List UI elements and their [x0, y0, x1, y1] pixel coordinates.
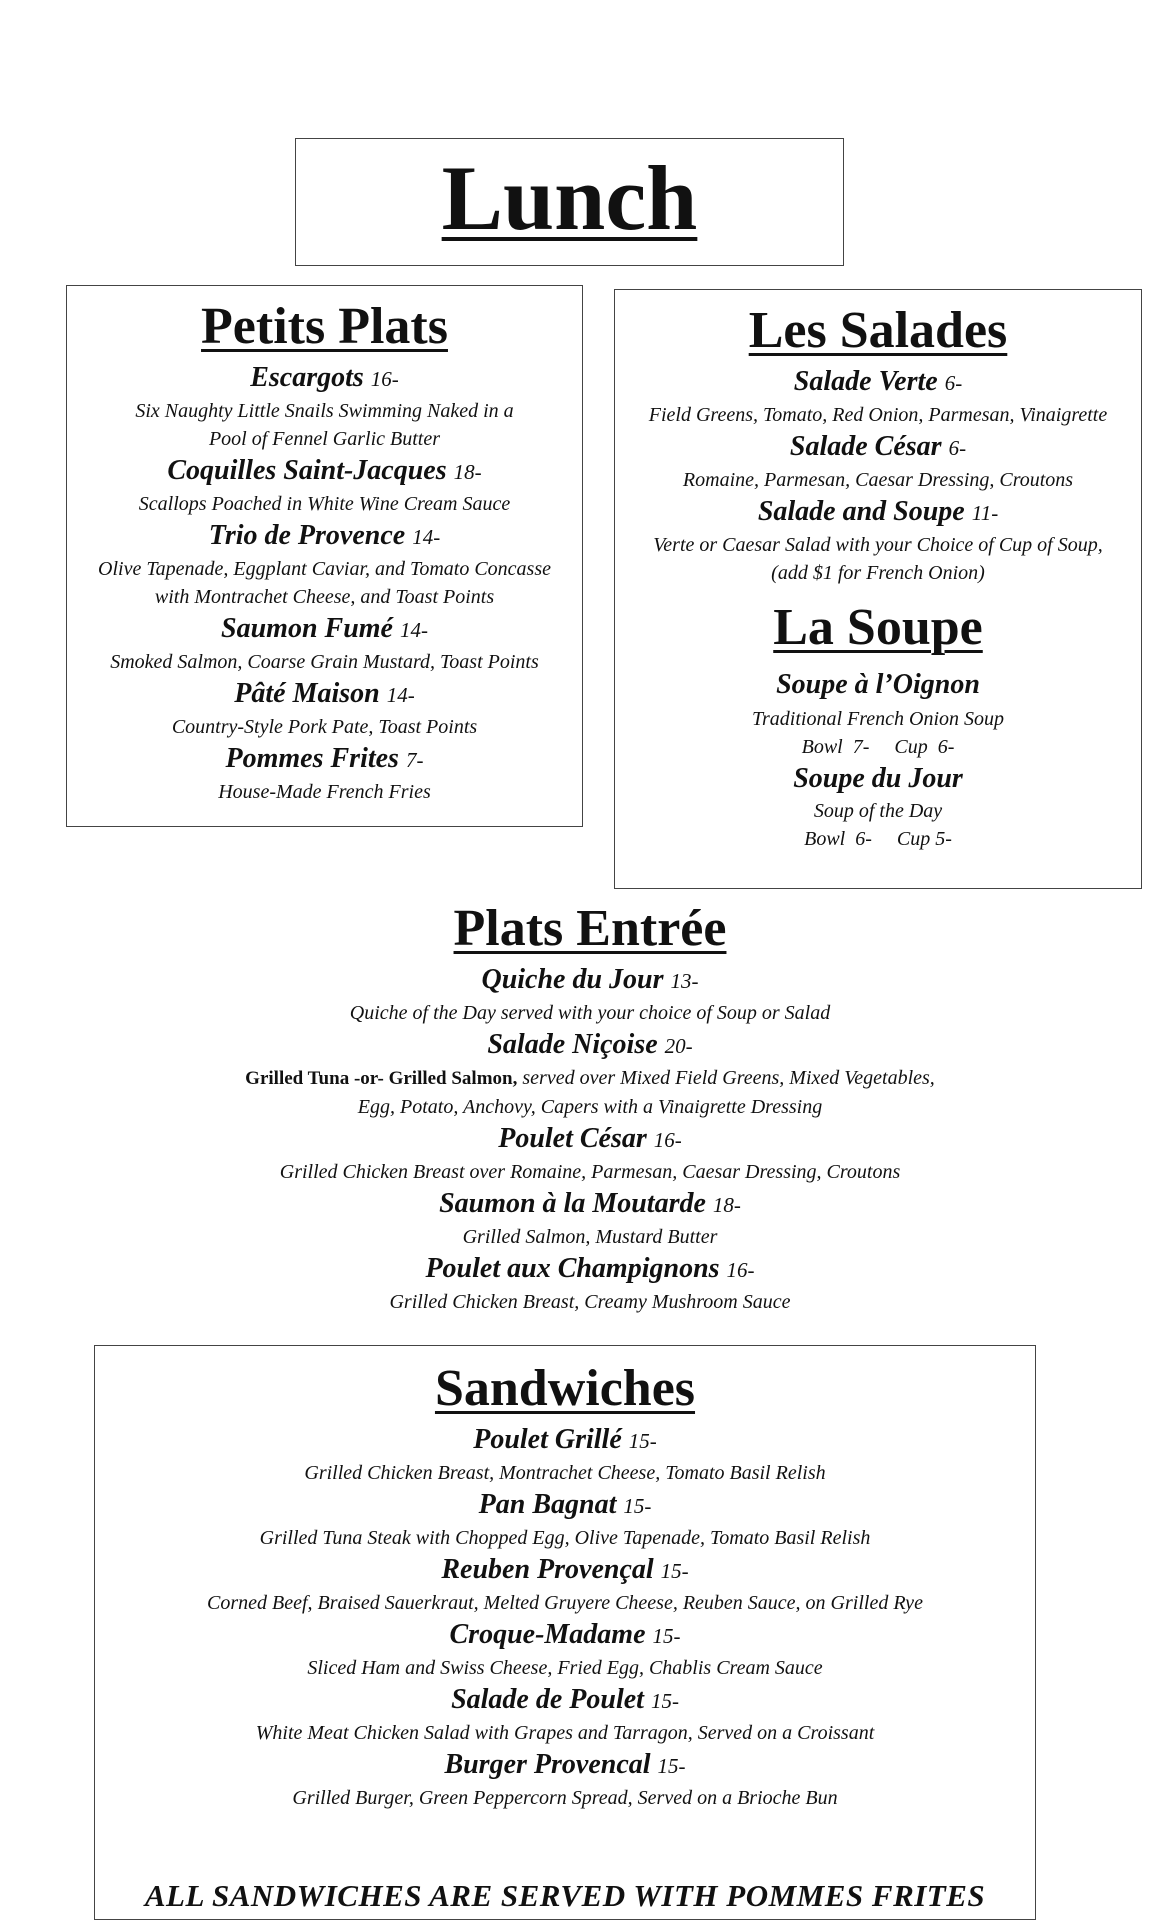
- section-title: La Soupe: [773, 599, 983, 656]
- item-description: Country-Style Pork Pate, Toast Points: [171, 716, 478, 738]
- menu-item: [150, 1121, 1030, 1186]
- item-name: Poulet César: [498, 1123, 647, 1154]
- item-price: 7-: [405, 748, 424, 772]
- item-price: 14-: [399, 618, 428, 642]
- menu-item: [67, 453, 582, 518]
- item-price: 16-: [653, 1128, 682, 1152]
- menu-item: [150, 1251, 1030, 1316]
- item-description: Grilled Chicken Breast, Creamy Mushroom Sauce: [389, 1291, 791, 1313]
- item-description: Grilled Chicken Breast, Montrachet Cheese, Tomato Basil Relish: [304, 1462, 826, 1484]
- item-description: Pool of Fennel Garlic Butter: [208, 428, 441, 450]
- item-name: Soupe à l’Oignon: [776, 669, 980, 700]
- item-description: Quiche of the Day served with your choice of Soup or Salad: [349, 1002, 831, 1024]
- item-name: Escargots: [250, 362, 364, 393]
- item-price: 20-: [664, 1034, 693, 1058]
- item-price: 15-: [652, 1624, 681, 1648]
- menu-item: [67, 611, 582, 676]
- item-description: Romaine, Parmesan, Caesar Dressing, Croutons: [682, 469, 1074, 491]
- item-name: Soupe du Jour: [793, 763, 963, 794]
- item-name: Salade and Soupe: [757, 496, 965, 527]
- item-name: Trio de Provence: [208, 520, 406, 551]
- menu-item: [67, 518, 582, 611]
- menu-item: [95, 1682, 1035, 1747]
- menu-item: [615, 364, 1141, 429]
- item-description: White Meat Chicken Salad with Grapes and Tarragon, Served on a Croissant: [255, 1722, 875, 1744]
- item-description: served over Mixed Field Greens, Mixed Vegetables,: [517, 1067, 935, 1089]
- item-sizes: Bowl 6- Cup 5-: [804, 828, 952, 850]
- item-description: Smoked Salmon, Coarse Grain Mustard, Toast Points: [110, 651, 539, 673]
- plats-entree-section: [150, 896, 1030, 1316]
- title-box: [295, 138, 844, 266]
- item-price: 6-: [948, 436, 967, 460]
- item-name: Croque-Madame: [449, 1619, 646, 1650]
- section-title: Petits Plats: [201, 298, 448, 355]
- item-name: Salade Niçoise: [487, 1029, 658, 1060]
- menu-item: [67, 741, 582, 806]
- item-name: Poulet aux Champignons: [425, 1253, 720, 1284]
- item-description: Grilled Chicken Breast over Romaine, Parmesan, Caesar Dressing, Croutons: [279, 1161, 901, 1183]
- item-description: Egg, Potato, Anchovy, Capers with a Vinaigrette Dressing: [357, 1096, 823, 1118]
- item-name: Pommes Frites: [225, 743, 399, 774]
- item-description: Verte or Caesar Salad with your Choice of Cup of Soup,: [653, 534, 1103, 556]
- section-title: Plats Entrée: [453, 900, 727, 957]
- item-price: 14-: [412, 525, 441, 549]
- item-price: 15-: [650, 1689, 679, 1713]
- item-description: Corned Beef, Braised Sauerkraut, Melted Gruyere Cheese, Reuben Sauce, on Grilled Rye: [207, 1592, 923, 1614]
- item-name: Reuben Provençal: [441, 1554, 654, 1585]
- item-description: Soup of the Day: [813, 800, 943, 822]
- section-title: Sandwiches: [434, 1360, 696, 1417]
- menu-item: [615, 429, 1141, 494]
- item-name: Salade Verte: [793, 366, 938, 397]
- item-price: 16-: [726, 1258, 755, 1282]
- item-name: Salade César: [789, 431, 942, 462]
- item-price: 15-: [660, 1559, 689, 1583]
- item-description: Field Greens, Tomato, Red Onion, Parmesan, Vinaigrette: [648, 404, 1108, 426]
- menu-item: [615, 494, 1141, 587]
- menu-item: [615, 665, 1141, 761]
- item-price: 13-: [670, 969, 699, 993]
- item-price: 15-: [628, 1429, 657, 1453]
- item-description: (add $1 for French Onion): [771, 562, 985, 584]
- menu-item: [95, 1422, 1035, 1487]
- item-name: Coquilles Saint-Jacques: [167, 455, 447, 486]
- item-description: Grilled Salmon, Mustard Butter: [462, 1226, 718, 1248]
- menu-item: [150, 962, 1030, 1027]
- item-name: Burger Provencal: [444, 1749, 651, 1780]
- item-description: Grilled Burger, Green Peppercorn Spread, Served on a Brioche Bun: [292, 1787, 838, 1809]
- section-title: Les Salades: [748, 302, 1008, 359]
- item-name: Salade de Poulet: [451, 1684, 644, 1715]
- sandwiches-footer-note: ALL SANDWICHES ARE SERVED WITH POMMES FRITES: [144, 1878, 986, 1913]
- petits-plats-section: [66, 285, 583, 827]
- sandwiches-section: [94, 1345, 1036, 1920]
- item-price: 16-: [370, 367, 399, 391]
- menu-item: [67, 676, 582, 741]
- menu-item: [150, 1186, 1030, 1251]
- item-price: 11-: [971, 501, 999, 525]
- item-price: 18-: [453, 460, 482, 484]
- menu-item: [95, 1617, 1035, 1682]
- item-name: Quiche du Jour: [481, 964, 664, 995]
- item-price: 18-: [712, 1193, 741, 1217]
- item-description: Sliced Ham and Swiss Cheese, Fried Egg, Chablis Cream Sauce: [307, 1657, 823, 1679]
- item-name: Pâté Maison: [234, 678, 380, 709]
- menu-item: [150, 1027, 1030, 1121]
- item-name: Poulet Grillé: [473, 1424, 622, 1455]
- menu-item: [67, 360, 582, 453]
- item-description: Scallops Poached in White Wine Cream Sauce: [138, 493, 511, 515]
- item-price: 15-: [623, 1494, 652, 1518]
- item-sizes: Bowl 7- Cup 6-: [801, 736, 955, 758]
- item-description: Six Naughty Little Snails Swimming Naked in a: [135, 400, 514, 422]
- item-name: Saumon à la Moutarde: [439, 1188, 706, 1219]
- item-price: 6-: [944, 371, 963, 395]
- item-description: Olive Tapenade, Eggplant Caviar, and Tomato Concasse: [98, 558, 551, 580]
- item-description-bold: Grilled Tuna -or- Grilled Salmon,: [245, 1068, 518, 1089]
- item-price: 14-: [386, 683, 415, 707]
- item-price: 15-: [657, 1754, 686, 1778]
- item-description: Traditional French Onion Soup: [751, 708, 1005, 730]
- item-description: Grilled Tuna Steak with Chopped Egg, Olive Tapenade, Tomato Basil Relish: [259, 1527, 871, 1549]
- menu-item: [95, 1487, 1035, 1552]
- page-title: Lunch: [441, 147, 698, 249]
- menu-item: [95, 1747, 1035, 1812]
- item-name: Saumon Fumé: [221, 613, 393, 644]
- menu-item: [95, 1552, 1035, 1617]
- salades-soupe-section: [614, 289, 1142, 889]
- item-name: Pan Bagnat: [478, 1489, 617, 1520]
- item-description: with Montrachet Cheese, and Toast Points: [154, 586, 495, 608]
- item-description: House-Made French Fries: [218, 781, 431, 803]
- menu-item: [615, 761, 1141, 853]
